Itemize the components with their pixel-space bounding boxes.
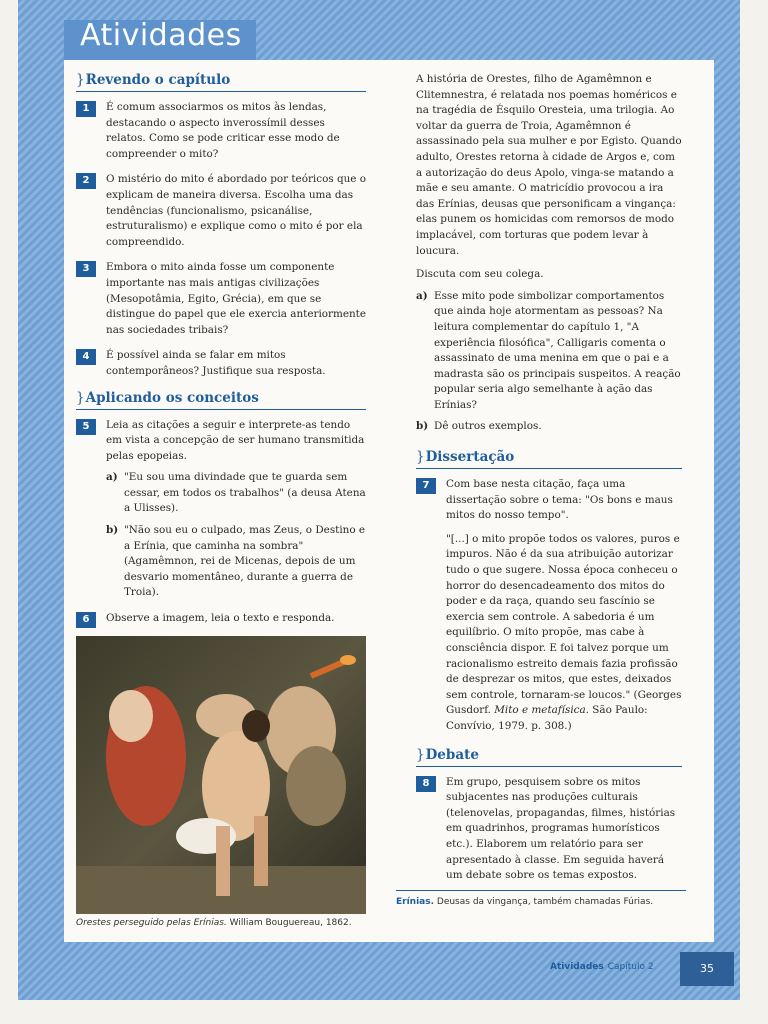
question-5 [76, 418, 366, 602]
q6-subquestion-a [416, 289, 682, 414]
section-heading-text: Aplicando os conceitos [85, 389, 259, 406]
question-number-badge: 4 [76, 349, 96, 365]
question-1 [76, 100, 366, 162]
section-heading-revendo [76, 72, 366, 92]
question-number-badge: 8 [416, 776, 436, 792]
brace-icon: } [416, 746, 425, 763]
q6-subquestion-b [416, 419, 682, 435]
caption-credit: William Bouguereau, 1862. [229, 918, 352, 928]
quote-citation: São Paulo: Convívio, 1979. p. 308.) [446, 704, 648, 732]
gusdorf-quote [446, 532, 682, 735]
subquestion-label: a) [416, 289, 428, 302]
question-number-badge: 1 [76, 101, 96, 117]
question-number-badge: 7 [416, 478, 436, 494]
brace-icon: } [76, 72, 85, 88]
painting-image [76, 636, 366, 914]
question-number-badge: 6 [76, 612, 96, 628]
subquestion-label: a) [106, 471, 118, 484]
question-text: É comum associarmos os mitos às lendas, destacando o aspecto inverossímil desses relatos. Como se pode criticar esse modo de compreender o mito? [106, 101, 340, 160]
question-8 [416, 775, 682, 884]
footer-chapter: Capítulo 2 [607, 962, 654, 972]
subquestion-text: "Não sou eu o culpado, mas Zeus, o Destino e a Erínia, que caminha na sombra" (Agamêmnon, rei de Micenas, depois de um desvario momentâneo, durante a guerra de Troia). [124, 524, 366, 599]
section-heading-text: Debate [425, 746, 479, 763]
section-heading-aplicando [76, 390, 366, 410]
quote-book-title: Mito e metafísica. [494, 704, 589, 717]
painting-caption [76, 918, 376, 928]
left-column [76, 72, 366, 637]
question-text: Leia as citações a seguir e interprete-as tendo em vista a concepção de ser humano transmitida pelas epopeias. [106, 418, 365, 462]
question-4 [76, 348, 366, 379]
brace-icon: } [76, 389, 85, 406]
question-number-badge: 5 [76, 419, 96, 435]
section-heading-debate [416, 747, 682, 767]
section-heading-text: Revendo o capítulo [85, 72, 231, 88]
question-text: O mistério do mito é abordado por teóricos que o explicam de maneira diversa. Escolha uma das tendências (funcionalismo, psicanálise, estruturalismo) e explique como o mito é por ela compreendido. [106, 173, 367, 248]
question-3 [76, 260, 366, 338]
footer-label [550, 962, 654, 972]
question-text: Com base nesta citação, faça uma dissertação sobre o tema: "Os bons e maus mitos do nosso tempo". [446, 478, 673, 522]
subquestion-a [106, 470, 366, 517]
caption-title: Orestes perseguido pelas Erínias. [76, 918, 227, 928]
discuss-prompt: Discuta com seu colega. [416, 268, 544, 281]
brace-icon: } [416, 449, 425, 466]
painting-illustration [76, 636, 366, 914]
subquestion-text: "Eu sou uma divindade que te guarda sem cessar, em todos os trabalhos" (a deusa Atena a Ulisses). [124, 471, 366, 515]
glossary-note [396, 890, 686, 908]
glossary-term: Erínias. [396, 897, 435, 907]
subquestion-b [106, 523, 366, 601]
question-number-badge: 2 [76, 173, 96, 189]
question-number-badge: 3 [76, 261, 96, 277]
subquestion-text: Dê outros exemplos. [434, 420, 542, 433]
glossary-definition: Deusas da vingança, também chamadas Fúrias. [436, 897, 654, 907]
subquestion-label: b) [416, 420, 429, 433]
orestes-story: A história de Orestes, filho de Agamêmnon e Clitemnestra, é relatada nos poemas homéricos e na tragédia de Ésquilo Oresteia, uma trilogia. Ao voltar da guerra de Troia, Agamêmnon é assassinado pela sua mulher e por Egisto. Quando adulto, Orestes retorna à cidade de Argos e, com a autorização do deus Apolo, vinga-se matando a mãe e seu amante. O matricídio provocou a ira das Erínias, deusas que personificam a vingança: elas punem os homicidas com remorsos de modo implacável, com torturas que podem levar à loucura. [416, 73, 682, 257]
right-column [416, 72, 682, 894]
question-2 [76, 172, 366, 250]
quote-text: "[...] o mito propõe todos os valores, puros e impuros. Não é da sua atribuição autorizar tudo o que sugere. Nossa época conheceu o horror do desencadeamento dos mitos do poder e da raça, quando seu fascínio se exercia sem controle. A sabedoria é um equilíbrio. O mito propõe, mas cabe à consciência dispor. E foi talvez porque um racionalismo estreito demais fazia profissão de desprezar os mitos, que estes, deixados sem controle, tornaram-se loucos." (Georges Gusdorf. [446, 532, 682, 717]
page-number: 35 [680, 952, 734, 986]
section-heading-dissertacao [416, 449, 682, 469]
question-6 [76, 611, 366, 627]
subquestion-text: Esse mito pode simbolizar comportamentos que ainda hoje atormentam as pessoas? Na leitura complementar do capítulo 1, "A experiência filosófica", Calligaris comenta o assassinato de uma menina em que o pai e a madrasta são os principais suspeitos. A reação popular seria algo semelhante à ação das Erínias? [434, 289, 681, 411]
question-7 [416, 477, 682, 524]
question-text: Embora o mito ainda fosse um componente importante nas mais antigas civilizações (Mesopotâmia, Egito, Grécia), em que se distingue do papel que ele exercia anteriormente nas sociedades tribais? [106, 261, 367, 336]
subquestion-label: b) [106, 524, 119, 537]
page-title: Atividades [80, 18, 242, 53]
question-text: Observe a imagem, leia o texto e responda. [106, 612, 335, 625]
question-text: É possível ainda se falar em mitos contemporâneos? Justifique sua resposta. [106, 349, 326, 377]
question-text: Em grupo, pesquisem sobre os mitos subjacentes nas produções culturais (telenovelas, propagandas, filmes, histórias em quadrinhos, programas humorísticos etc.). Elaborem um relatório para ser apresentado à classe. Em seguida haverá um debate sobre os temas expostos. [446, 775, 676, 882]
footer-section: Atividades [550, 962, 604, 972]
section-heading-text: Dissertação [425, 449, 515, 466]
